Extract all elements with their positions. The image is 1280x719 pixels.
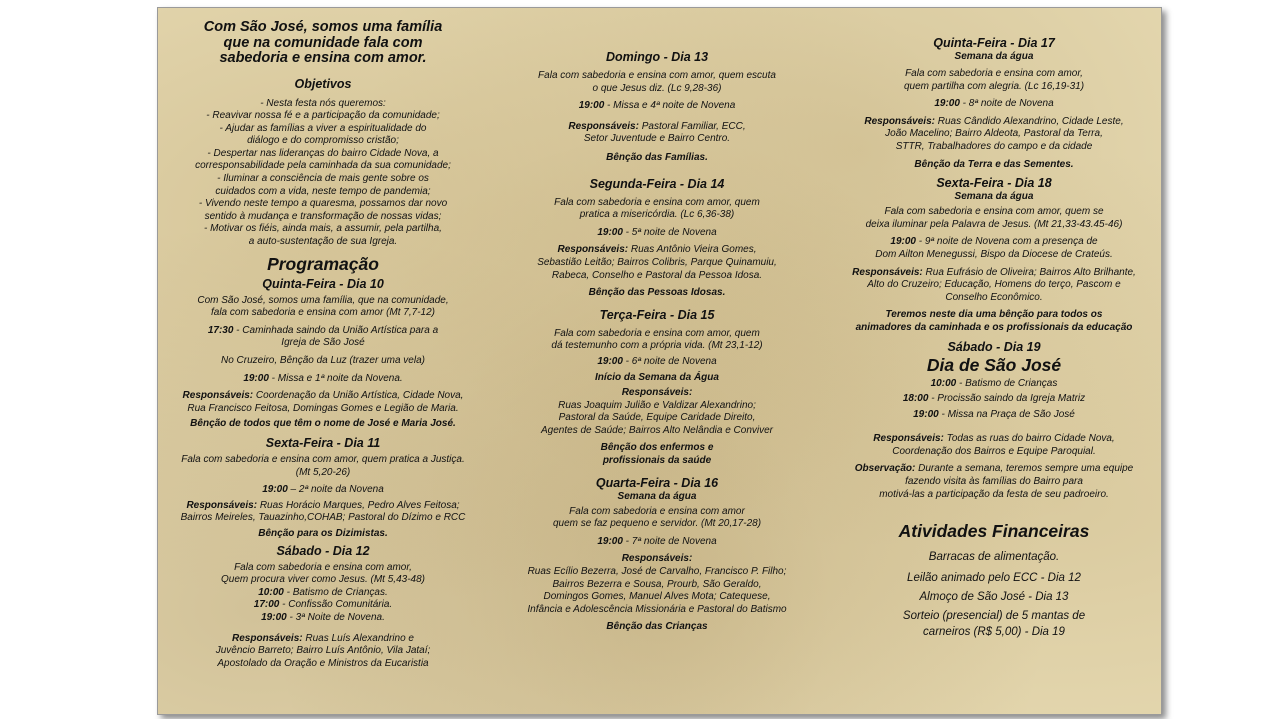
dia-sao-jose-title: Dia de São José: [926, 354, 1062, 375]
responsaveis-text: Conselho Econômico.: [945, 291, 1043, 303]
schedule-time: 19:00: [890, 236, 916, 248]
day-heading: Sábado - Dia 12: [276, 543, 370, 558]
financeira-item: carneiros (R$ 5,00) - Dia 19: [923, 626, 1065, 639]
bencao-line: Bênção dos enfermos e: [600, 442, 714, 454]
responsaveis-text: Todas as ruas do bairro Cidade Nova,: [943, 433, 1115, 445]
responsaveis-text: Rua Eufrásio de Oliveira; Bairros Alto Brilhante,: [922, 266, 1136, 278]
schedule-time: 19:00: [243, 372, 269, 384]
day-text: quem partilha com alegria. (Lc 16,19-31): [903, 80, 1085, 92]
responsaveis-line: [834, 116, 1154, 129]
schedule-time: 19:00: [597, 355, 623, 367]
schedule-line: [164, 484, 482, 497]
responsaveis-label: Responsáveis:: [873, 433, 944, 445]
bencao-line: Bênção de todos que têm o nome de José e Maria José.: [190, 418, 456, 430]
responsaveis-label: Responsáveis:: [621, 387, 693, 399]
responsaveis-text: Ruas Joaquim Julião e Valdizar Alexandrino;: [558, 399, 756, 411]
nota-line: Teremos neste dia uma bênção para todos os: [885, 309, 1103, 321]
objetivo-line: - Vivendo neste tempo a quaresma, possamos dar novo: [198, 198, 448, 210]
observacao-text: Durante a semana, teremos sempre uma equipe: [915, 463, 1134, 475]
schedule-text: - 7ª noite de Novena: [622, 535, 717, 547]
responsaveis-text: Ruas Ecílio Bezerra, José de Carvalho, Francisco P. Filho;: [527, 566, 787, 578]
objetivo-line: - Despertar nas lideranças do bairro Cidade Nova, a: [207, 147, 439, 159]
day-text: Fala com sabedoria e ensina com amor: [569, 505, 745, 517]
schedule-time: 18:00: [902, 393, 929, 405]
schedule-line: [498, 100, 816, 113]
schedule-text: - Missa na Praça de São José: [938, 408, 1075, 420]
schedule-text: - 6ª noite de Novena: [622, 355, 717, 367]
day-heading: Quinta-Feira - Dia 17: [933, 36, 1055, 50]
schedule-text: - 8ª noite de Novena: [959, 98, 1054, 110]
day-heading: Segunda-Feira - Dia 14: [589, 176, 725, 191]
schedule-time: 10:00: [258, 586, 284, 598]
schedule-text: - Batismo de Crianças: [956, 377, 1058, 389]
responsaveis-text: Juvêncio Barreto; Bairro Luís Antônio, Vila Jataí;: [215, 645, 431, 657]
responsaveis-line: [164, 633, 482, 646]
schedule-text: No Cruzeiro, Bênção da Luz (trazer uma vela): [221, 355, 425, 366]
responsaveis-label: Responsáveis:: [568, 120, 639, 132]
responsaveis-label: Responsáveis:: [186, 499, 258, 511]
responsaveis-text: Bairros Meireles, Tauazinho,COHAB; Pastoral do Dízimo e RCC: [180, 512, 466, 524]
objetivo-line: - Reavivar nossa fé e a participação da comunidade;: [206, 110, 440, 122]
schedule-text: - Caminhada saindo da União Artística para a: [233, 324, 439, 336]
folder-page: [157, 7, 1162, 715]
day-subheading: Semana da água: [617, 490, 697, 502]
schedule-line: [164, 325, 482, 338]
schedule-time: 17:00: [253, 599, 280, 611]
column-middle: [498, 50, 816, 634]
schedule-text: – 2ª noite da Novena: [287, 484, 384, 496]
column-left: [164, 20, 482, 670]
day-heading: Domingo - Dia 13: [605, 50, 709, 64]
financeira-item: Leilão animado pelo ECC - Dia 12: [907, 572, 1081, 585]
day-subheading: Semana da água: [954, 51, 1034, 62]
programacao-heading: Programação: [267, 253, 379, 274]
day-text: Fala com sabedoria e ensina com amor, quem se: [884, 206, 1104, 218]
objetivo-line: sentido à mudança e transformação de nossas vidas;: [204, 210, 442, 222]
schedule-time: 19:00: [597, 226, 623, 238]
schedule-time: 19:00: [261, 611, 287, 623]
schedule-line: [164, 612, 482, 625]
financeira-item: Barracas de alimentação.: [928, 551, 1060, 564]
bencao-line: Bênção das Crianças: [606, 621, 708, 633]
day-heading: Sexta-Feira - Dia 11: [265, 435, 381, 450]
responsaveis-line: [498, 244, 816, 257]
responsaveis-text: Rua Francisco Feitosa, Domingas Gomes e Legião de Maria.: [187, 402, 459, 414]
schedule-time: 19:00: [934, 98, 960, 110]
responsaveis-label: Responsáveis:: [621, 553, 693, 565]
observacao-line: [834, 463, 1154, 476]
schedule-line: [498, 536, 816, 549]
day-text: Fala com sabedoria e ensina com amor,: [905, 68, 1083, 79]
schedule-text: - Confissão Comunitária.: [279, 599, 393, 611]
observacao-label: Observação:: [854, 463, 916, 475]
objetivos-heading: Objetivos: [294, 76, 352, 91]
day-text: Quem procura viver como Jesus. (Mt 5,43-48): [221, 574, 425, 586]
day-heading: Quarta-Feira - Dia 16: [595, 475, 719, 490]
schedule-time: 19:00: [578, 100, 605, 112]
observacao-text: fazendo visita às famílias do Bairro para: [905, 476, 1083, 488]
responsaveis-text: Setor Juventude e Bairro Centro.: [583, 133, 731, 145]
responsaveis-line: [834, 267, 1154, 280]
objetivo-line: cuidados com a vida, neste tempo de pandemia;: [215, 185, 431, 197]
schedule-text: Dom Ailton Menegussi, Bispo da Diocese de Crateús.: [875, 248, 1113, 260]
day-text: Fala com sabedoria e ensina com amor, quem pratica a Justiça.: [181, 453, 465, 465]
day-text: deixa iluminar pela Palavra de Jesus. (Mt 21,33-43.45-46): [865, 218, 1123, 230]
day-text: Fala com sabedoria e ensina com amor, quem: [554, 196, 760, 208]
schedule-text: - 9ª noite de Novena com a presença de: [918, 236, 1098, 248]
day-text: dá testemunho com a própria vida. (Mt 23,1-12): [551, 340, 763, 352]
day-heading: Sábado - Dia 19: [947, 339, 1041, 354]
main-title-line: que na comunidade fala com: [223, 34, 423, 51]
responsaveis-line: [164, 500, 482, 513]
objetivo-line: - Nesta festa nós queremos:: [260, 97, 386, 109]
day-text: o que Jesus diz. (Lc 9,28-36): [592, 82, 722, 94]
responsaveis-text: Ruas Horácio Marques, Pedro Alves Feitosa;: [257, 499, 460, 511]
schedule-time: 17:30: [207, 324, 234, 336]
bencao-line: profissionais da saúde: [602, 455, 712, 467]
responsaveis-text: Pastoral da Saúde, Equipe Caridade Direito,: [558, 412, 756, 424]
responsaveis-text: Ruas Luís Alexandrino e: [302, 632, 414, 644]
objetivo-line: corresponsabilidade pela caminhada da sua comunidade;: [195, 160, 451, 172]
responsaveis-text: João Macelino; Bairro Aldeota, Pastoral da Terra,: [885, 128, 1103, 140]
objetivo-line: - Iluminar a consciência de mais gente sobre os: [217, 173, 429, 185]
schedule-text: - 3ª Noite de Novena.: [286, 611, 385, 623]
responsaveis-line: [498, 121, 816, 134]
bencao-line: Bênção das Pessoas Idosas.: [588, 287, 726, 299]
bencao-line: Bênção da Terra e das Sementes.: [914, 158, 1074, 170]
schedule-line: [164, 599, 482, 612]
main-title-line: Com São José, somos uma família: [203, 19, 443, 35]
schedule-line: [834, 98, 1154, 111]
schedule-line: [164, 587, 482, 600]
day-text: Com São José, somos uma família, que na comunidade,: [197, 294, 449, 306]
schedule-line: [498, 227, 816, 240]
day-subheading: Semana da água: [954, 191, 1034, 203]
bencao-line: Bênção para os Dizimistas.: [258, 527, 388, 539]
responsaveis-text: Ruas Antônio Vieira Gomes,: [628, 244, 757, 256]
bencao-line: Bênção das Famílias.: [606, 151, 708, 163]
objetivo-line: - Motivar os fiéis, ainda mais, a assumir, pela partilha,: [204, 223, 442, 235]
day-text: Fala com sabedoria e ensina com amor,: [234, 561, 412, 573]
financeiras-heading: Atividades Financeiras: [898, 521, 1090, 542]
day-text: quem se faz pequeno e servidor. (Mt 20,17-28): [552, 518, 762, 530]
observacao-text: motivá-las a participação da festa de seu padroeiro.: [879, 488, 1109, 500]
day-text: Fala com sabedoria e ensina com amor, quem escuta: [538, 70, 776, 81]
column-right: [834, 36, 1154, 640]
schedule-line: [834, 393, 1154, 406]
schedule-text: - Missa e 1ª noite da Novena.: [268, 372, 403, 384]
schedule-text: - Missa e 4ª noite de Novena: [604, 100, 736, 112]
responsaveis-text: Rabeca, Conselho e Pastoral da Pessoa Idosa.: [551, 269, 763, 281]
responsaveis-text: Pastoral Familiar, ECC,: [638, 120, 746, 132]
objetivo-line: diálogo e do compromisso cristão;: [247, 135, 399, 147]
financeira-item: Sorteio (presencial) de 5 mantas de: [902, 610, 1086, 623]
responsaveis-text: Bairros Bezerra e Sousa, Prourb, São Geraldo,: [552, 578, 762, 590]
day-heading: Quinta-Feira - Dia 10: [262, 276, 384, 291]
day-heading: Terça-Feira - Dia 15: [599, 307, 715, 322]
day-text: (Mt 5,20-26): [295, 466, 351, 478]
schedule-time: 19:00: [913, 408, 939, 420]
objetivo-line: - Ajudar as famílias a viver a espiritualidade do: [219, 122, 427, 134]
schedule-line: [834, 409, 1154, 422]
schedule-text: Igreja de São José: [281, 337, 365, 349]
responsaveis-label: Responsáveis:: [232, 632, 303, 644]
schedule-line: [498, 356, 816, 369]
responsaveis-text: Sebastião Leitão; Bairros Colibris, Parque Quinamuiu,: [537, 256, 777, 268]
responsaveis-label: Responsáveis:: [557, 244, 629, 256]
responsaveis-text: Coordenação da União Artística, Cidade Nova,: [253, 390, 464, 402]
schedule-time: 19:00: [262, 484, 288, 496]
responsaveis-text: Coordenação dos Bairros e Equipe Paroquial.: [892, 445, 1096, 457]
responsaveis-text: Infância e Adolescência Missionária e Pastoral do Batismo: [527, 603, 787, 615]
day-text: pratica a misericórdia. (Lc 6,36-38): [579, 209, 735, 221]
responsaveis-text: Apostolado da Oração e Ministros da Eucaristia: [217, 657, 429, 669]
nota-line: animadores da caminhada e os profissionais da educação: [855, 321, 1133, 333]
schedule-time: 10:00: [930, 377, 957, 389]
day-text: Fala com sabedoria e ensina com amor, quem: [554, 327, 760, 339]
responsaveis-text: Ruas Cândido Alexandrino, Cidade Leste,: [934, 115, 1124, 127]
schedule-text: - Procissão saindo da Igreja Matriz: [928, 393, 1086, 405]
responsaveis-line: [164, 390, 482, 403]
responsaveis-label: Responsáveis:: [182, 390, 254, 402]
semana-agua-line: Início da Semana da Água: [595, 371, 719, 383]
day-heading: Sexta-Feira - Dia 18: [936, 176, 1052, 191]
schedule-text: - 5ª noite de Novena: [622, 226, 717, 238]
responsaveis-text: Alto do Cruzeiro; Educação, Homens do terço, Pascom e: [867, 279, 1121, 291]
responsaveis-label: Responsáveis:: [852, 266, 923, 278]
day-text: fala com sabedoria e ensina com amor (Mt 7,7-12): [211, 307, 435, 319]
schedule-line: [834, 378, 1154, 391]
schedule-time: 19:00: [597, 535, 623, 547]
responsaveis-label: Responsáveis:: [864, 115, 935, 127]
schedule-line: [834, 236, 1154, 249]
responsaveis-text: Domingos Gomes, Manuel Alves Mota; Catequese,: [543, 591, 771, 603]
financeira-item: Almoço de São José - Dia 13: [919, 591, 1069, 604]
schedule-line: [164, 373, 482, 386]
schedule-text: - Batismo de Crianças.: [283, 586, 388, 598]
responsaveis-text: STTR, Trabalhadores do campo e da cidade: [895, 140, 1093, 152]
main-title-line: sabedoria e ensina com amor.: [219, 50, 427, 66]
objetivo-line: a auto-sustentação de sua Igreja.: [248, 236, 398, 248]
responsaveis-text: Agentes de Saúde; Bairros Alto Nelândia e Conviver: [541, 424, 773, 436]
responsaveis-line: [834, 433, 1154, 446]
